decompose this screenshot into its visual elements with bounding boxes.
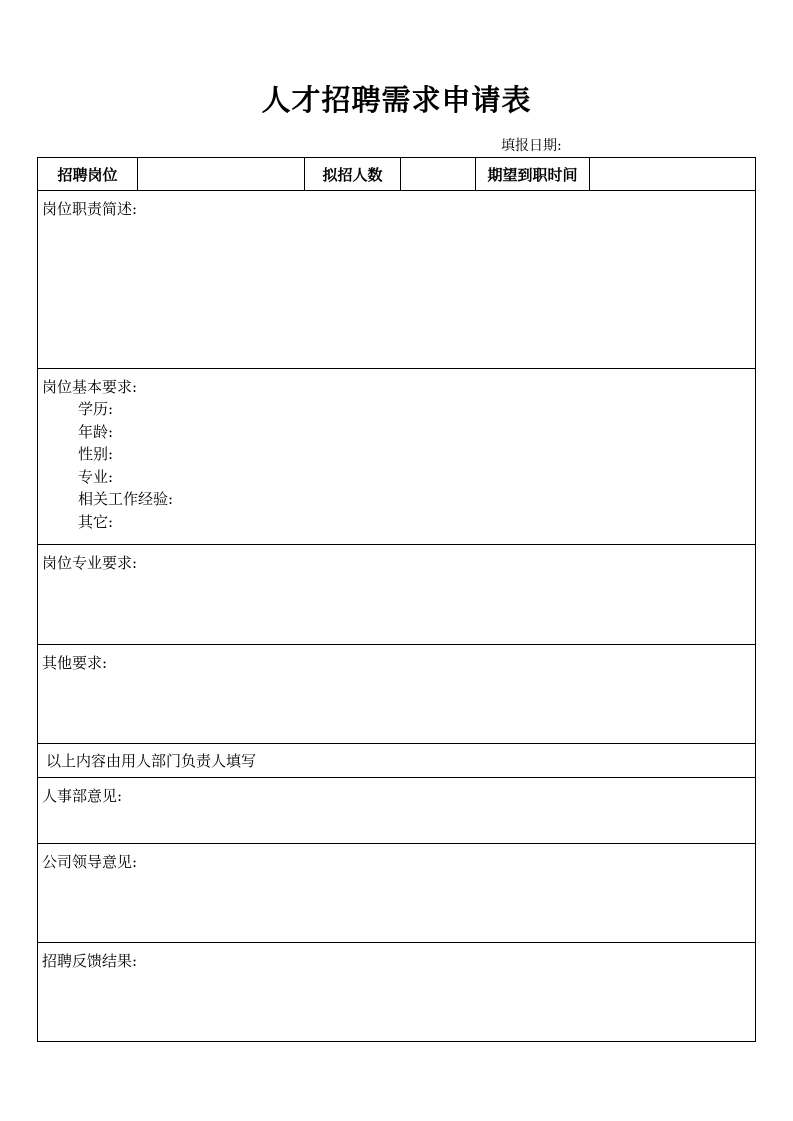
requirement-experience: 相关工作经验:: [78, 490, 174, 508]
position-label: 招聘岗位: [38, 158, 138, 191]
basic-requirements-row: [38, 369, 756, 545]
hr-opinion-field[interactable]: [38, 778, 756, 844]
start-time-field[interactable]: [590, 158, 756, 191]
basic-requirements-field[interactable]: [38, 369, 756, 545]
position-field[interactable]: [138, 158, 305, 191]
start-time-label: 期望到职时间: [476, 158, 590, 191]
other-requirements-field[interactable]: [38, 645, 756, 744]
hr-opinion-label: 人事部意见:: [42, 787, 123, 805]
requirement-age: 年龄:: [78, 422, 114, 441]
professional-requirements-label: 岗位专业要求:: [42, 554, 138, 572]
leadership-opinion-label: 公司领导意见:: [42, 853, 138, 871]
recruitment-result-field[interactable]: [38, 943, 756, 1042]
duties-field[interactable]: [38, 191, 756, 369]
professional-requirements-row: [38, 545, 756, 645]
leadership-opinion-field[interactable]: [38, 844, 756, 943]
requirement-major: 专业:: [78, 467, 114, 486]
requirement-other: 其它:: [78, 512, 114, 531]
form-title: 人才招聘需求申请表: [261, 83, 532, 117]
basic-requirements-label: 岗位基本要求:: [42, 378, 138, 396]
other-requirements-label: 其他要求:: [42, 654, 108, 672]
leadership-opinion-row: [38, 844, 756, 943]
duties-label: 岗位职责简述:: [42, 200, 138, 218]
other-requirements-row: [38, 645, 756, 744]
headcount-label: 拟招人数: [305, 158, 401, 191]
professional-requirements-field[interactable]: [38, 545, 756, 645]
recruitment-result-row: [38, 943, 756, 1042]
duties-row: [38, 191, 756, 369]
form-header-row: [38, 158, 756, 191]
headcount-field[interactable]: [401, 158, 476, 191]
recruitment-result-label: 招聘反馈结果:: [42, 952, 138, 970]
hr-opinion-row: [38, 778, 756, 844]
recruitment-request-form: [37, 157, 756, 1042]
note-row: [38, 744, 756, 778]
fill-date-label: 填报日期:: [501, 138, 562, 154]
department-fill-note: 以上内容由用人部门负责人填写: [38, 744, 756, 778]
requirement-education: 学历:: [78, 400, 114, 418]
basic-requirements-list: [38, 398, 755, 533]
requirement-gender: 性别:: [78, 445, 114, 463]
